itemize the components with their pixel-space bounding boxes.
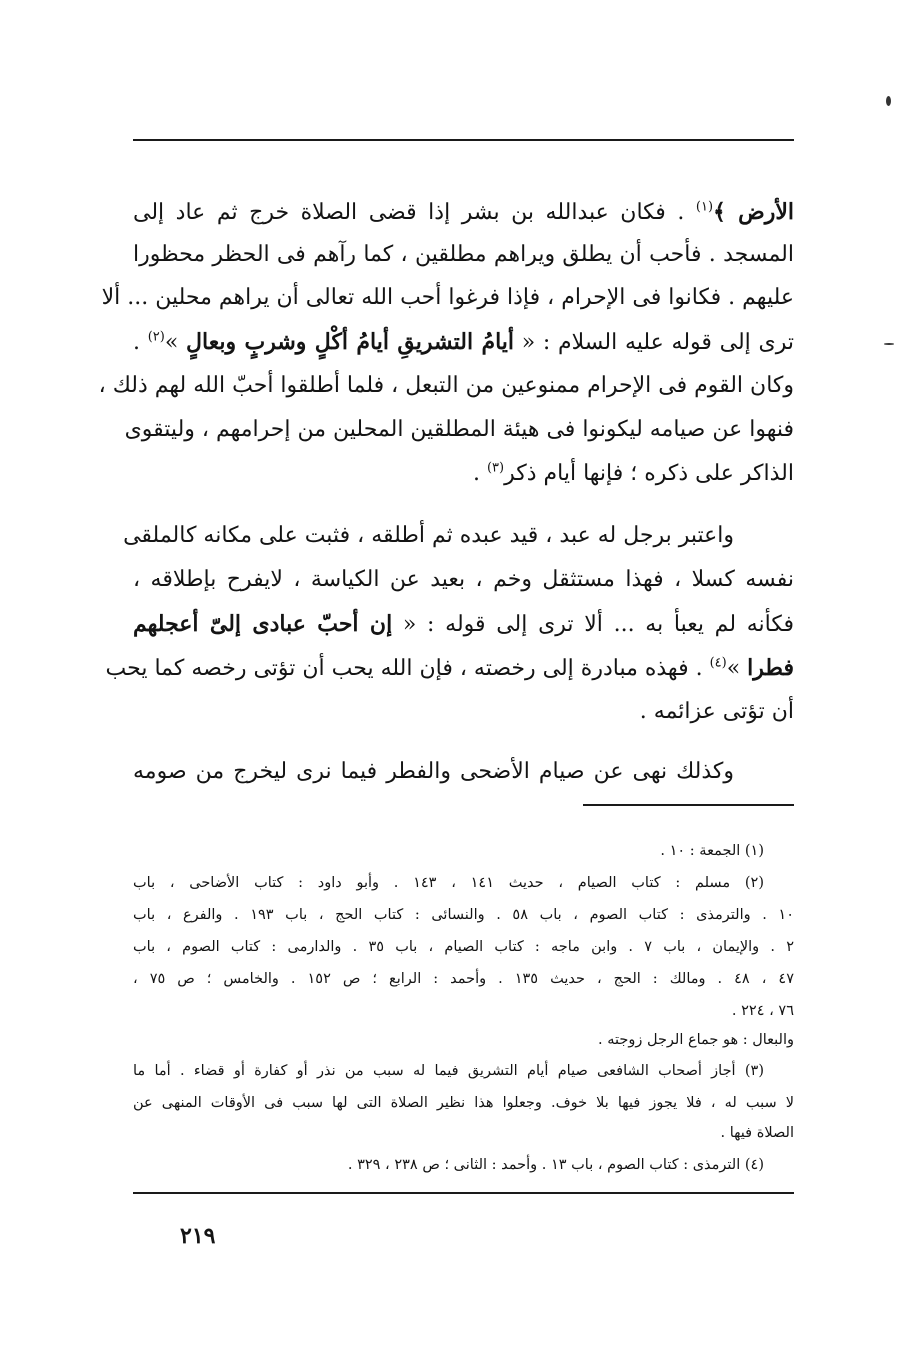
- footnote-line: (١) الجمعة : ١٠ .: [660, 843, 764, 859]
- text-line: فكأنه لم يعبأ به ... ألا ترى إلى قوله : « إن أحبّ عبادى إلىّ أعجلهم: [133, 611, 794, 637]
- text-line: المسجد . فأحب أن يطلق ويراهم مطلقين ، كما رآهم فى الحظر محظورا: [133, 242, 794, 267]
- footnote-line: والبعال : هو جماع الرجل زوجته .: [598, 1032, 794, 1048]
- top-rule: [133, 139, 794, 141]
- footnote-line: ٤٧ ، ٤٨ . ومالك : الحج ، حديث ١٣٥ . وأحمد : الرابع ؛ ص ١٥٢ . والخامس ؛ ص ٧٥ ،: [133, 971, 794, 987]
- page-number: ٢١٩: [180, 1223, 216, 1249]
- footnote-line: ١٠ . والترمذى : كتاب الصوم ، باب ٥٨ . والنسائى : كتاب الحج ، باب ١٩٣ . والفرع ، باب: [133, 907, 794, 923]
- footnote-line: ٧٦ ، ٢٢٤ .: [731, 1003, 794, 1019]
- text-line: عليهم . فكانوا فى الإحرام ، فإذا فرغوا أحب الله تعالى أن يراهم محلين ... ألا: [101, 285, 794, 310]
- scan-speck: [886, 96, 891, 106]
- bottom-rule: [133, 1192, 794, 1194]
- footnote-line: (٣) أجاز أصحاب الشافعى صيام أيام التشريق فيما له سبب من نذر أو كفارة أو قضاء . أما ما: [133, 1063, 764, 1079]
- text-line: الذاكر على ذكره ؛ فإنها أيام ذكر$^{(٣)}$ .: [472, 460, 794, 486]
- text-line: وكان القوم فى الإحرام ممنوعين من التبعل ، فلما أطلقوا أحبّ الله لهم ذلك ،: [98, 373, 794, 398]
- text-line: نفسه كسلا ، فهذا مستثقل وخم ، بعيد عن الكياسة ، لايفرح بإطلاقه ،: [133, 567, 794, 592]
- text-line: ترى إلى قوله عليه السلام : « أيامُ التشريقِ أيامُ أكْلٍ وشربٍ وبعالٍ »$^{(٢)}$ .: [133, 329, 794, 355]
- text-line: فطرا »$^{(٤)}$ . فهذه مبادرة إلى رخصته ، فإن الله يحب أن تؤتى رخصه كما يحب: [105, 655, 794, 681]
- footnote-line: ٢ . والإيمان ، باب ٧ . وابن ماجه : كتاب الصيام ، باب ٣٥ . والدارمى : كتاب الصوم ، باب: [133, 939, 794, 955]
- footnote-separator: [583, 804, 794, 806]
- footnote-line: (٢) مسلم : كتاب الصيام ، حديث ١٤١ ، ١٤٣ . وأبو داود : كتاب الأضاحى ، باب: [133, 875, 764, 891]
- footnote-line: الصلاة فيها .: [720, 1125, 794, 1141]
- text-line: فنهوا عن صيامه ليكونوا فى هيئة المطلقين المحلين من إحرامهم ، وليتقوى: [124, 417, 794, 442]
- text-line: الأرض ﴾$^{(١)}$ . فكان عبدالله بن بشر إذا قضى الصلاة خرج ثم عاد إلى: [133, 199, 795, 225]
- text-line: أن تؤتى عزائمه .: [639, 699, 794, 724]
- text-line: واعتبر برجل له عبد ، قيد عبده ثم أطلقه ، فثبت على مكانه كالملقى: [123, 523, 734, 548]
- footnote-line: لا سبب له ، فلا يجوز فيها بلا خوف. وجعلوا هذا نظير الصلاة التى لها سبب فى الأوقات المنهى عن: [133, 1095, 794, 1111]
- text-line: وكذلك نهى عن صيام الأضحى والفطر فيما نرى ليخرج من صومه: [133, 759, 734, 784]
- footnote-line: (٤) الترمذى : كتاب الصوم ، باب ١٣ . وأحمد : الثانى ؛ ص ٢٣٨ ، ٣٢٩ .: [347, 1157, 764, 1173]
- scan-speck: [884, 343, 894, 345]
